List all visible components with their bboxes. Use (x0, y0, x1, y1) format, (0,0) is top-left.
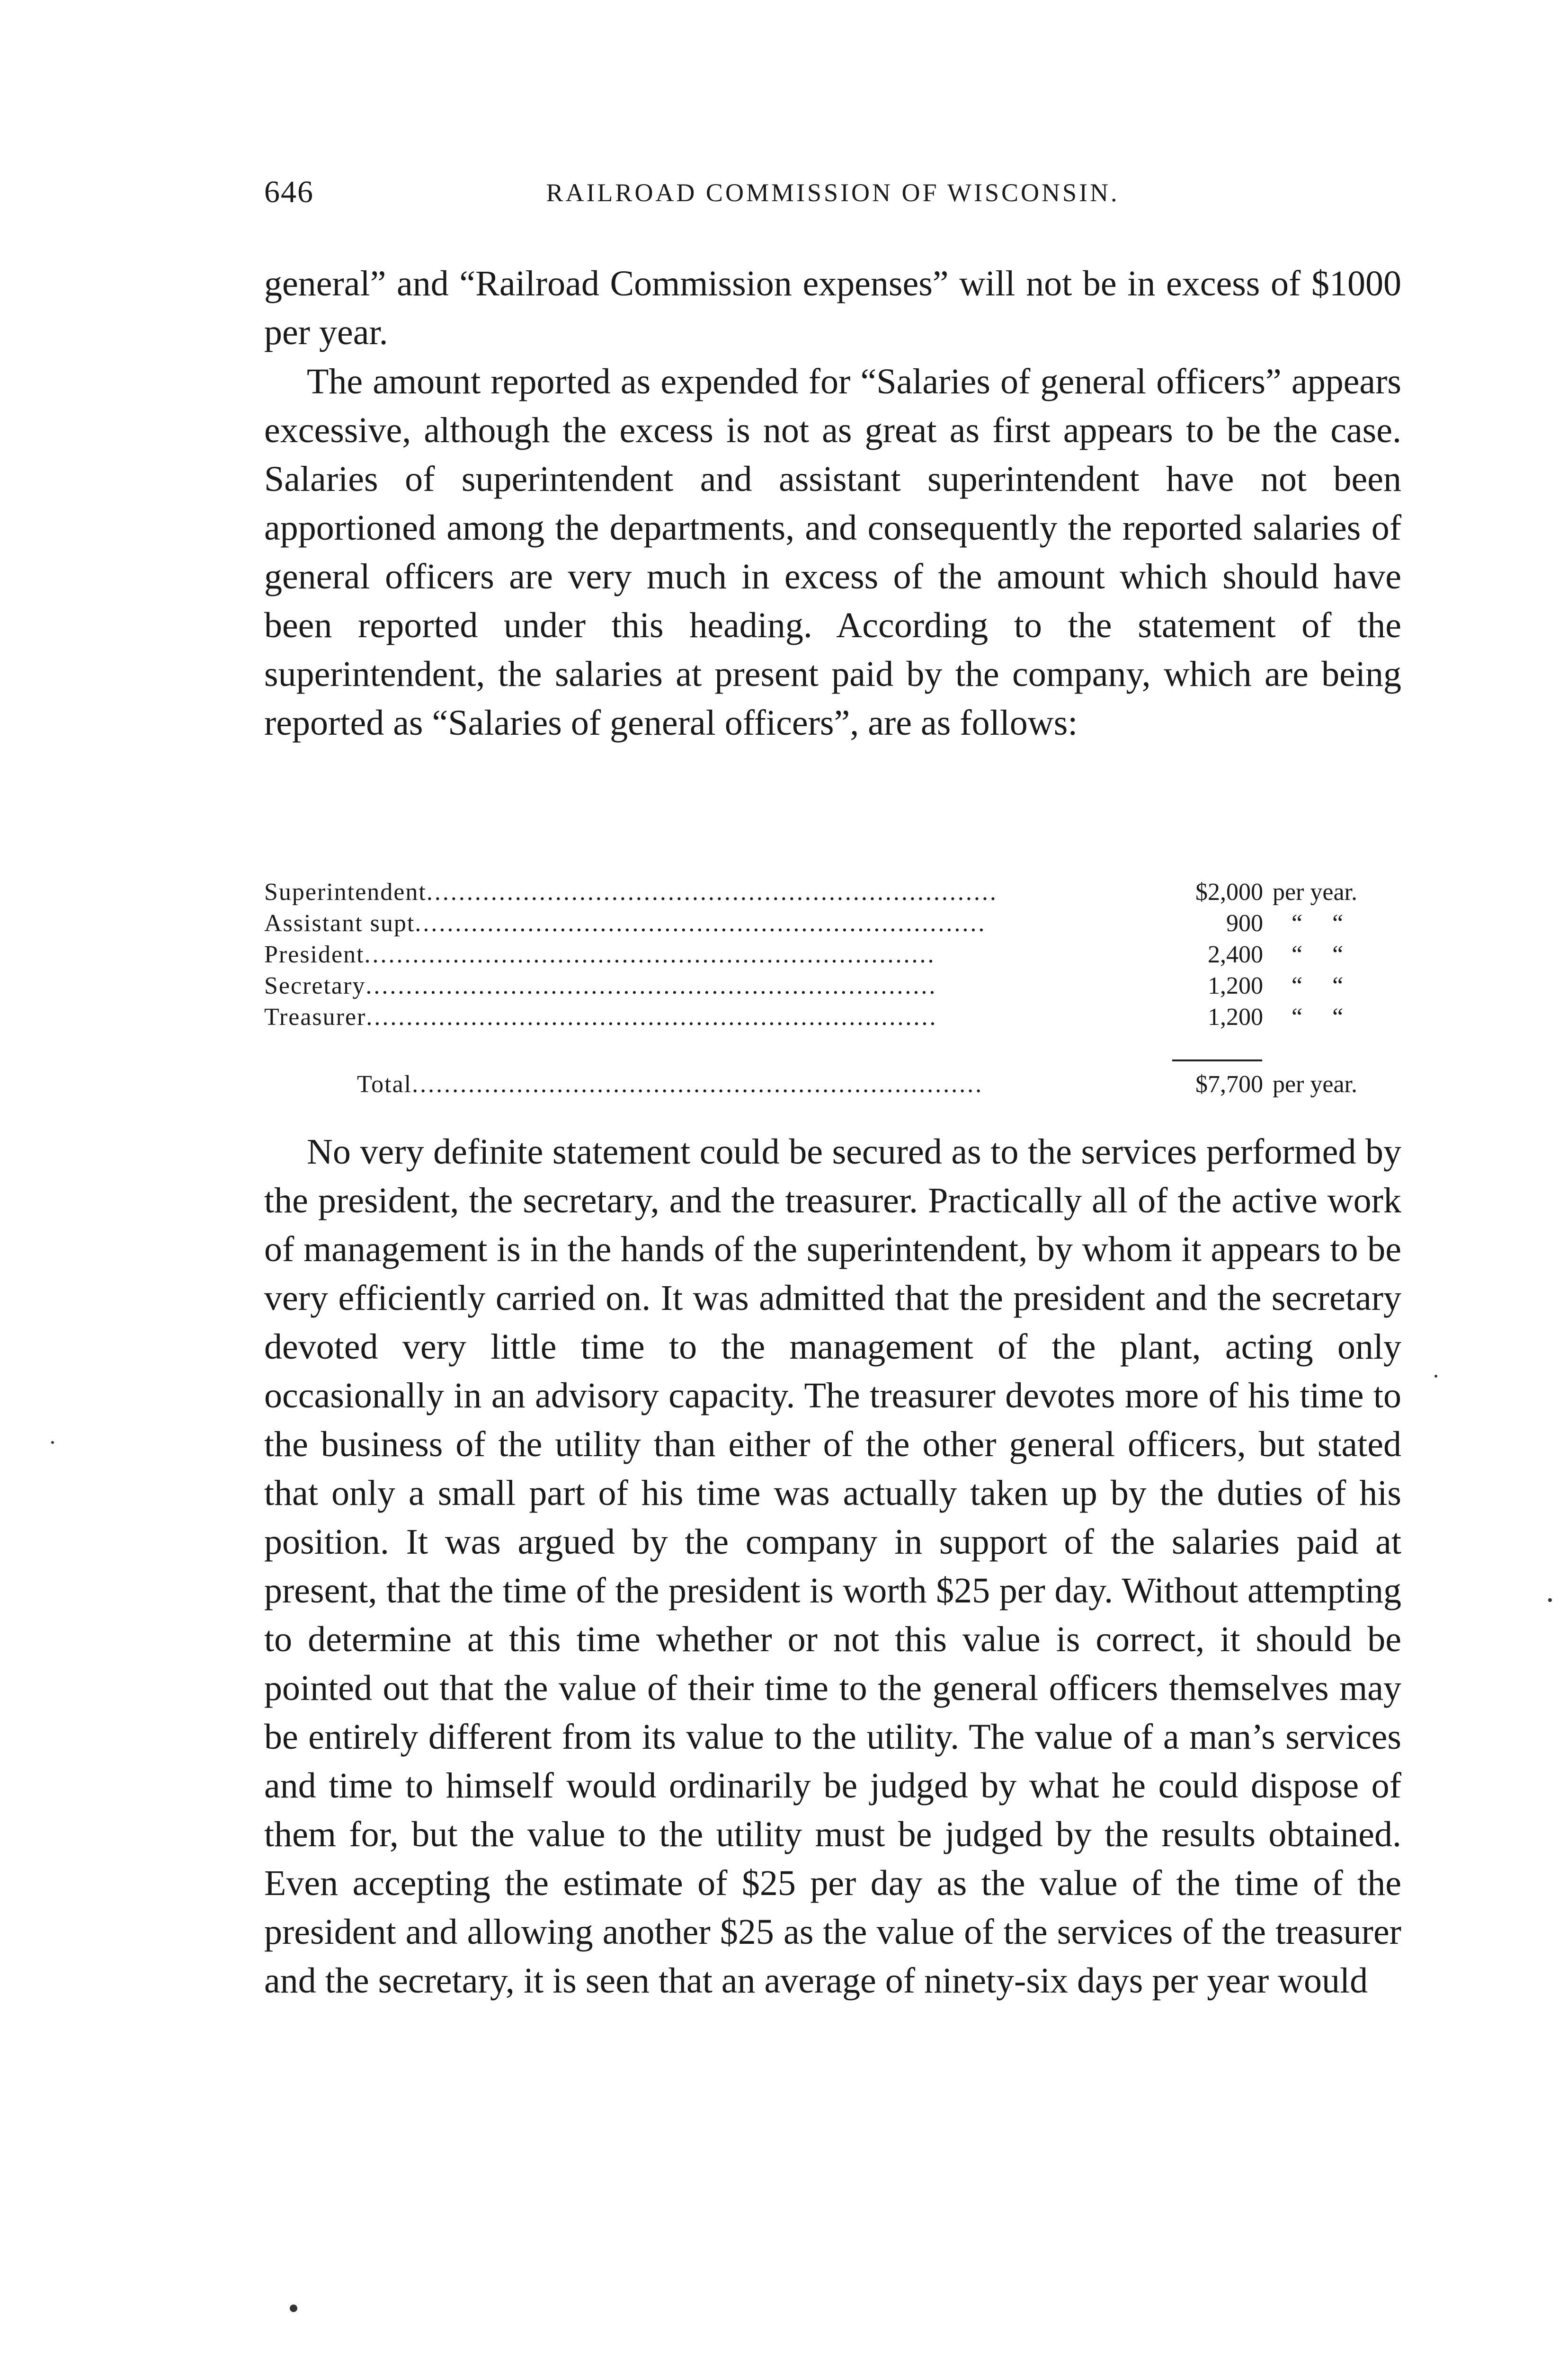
salary-label: Treasurer (264, 1004, 366, 1031)
salary-unit: “ “ (1292, 941, 1344, 968)
total-rule (1172, 1059, 1262, 1061)
dot-leader: ....................................................................... (364, 941, 936, 968)
salary-unit: “ “ (1292, 910, 1344, 937)
salary-amount: 1,200 (1208, 1004, 1263, 1031)
paragraph-3: No very definite statement could be secured as to the services performed by the president, the secretary, and the treasurer. Practically all of the active work of management is in the hands of the superintendent, by whom it appears to be very efficiently carried on. It was admitted that the president and the secretary devoted very little time to the management of the plant, acting only occasionally in an advisory capacity. The treasurer devotes more of his time to the business of the utility than either of the other general officers, but stated that only a small part of his time was actually taken up by the duties of his position. It was argued by the company in support of the salaries paid at present, that the time of the president is worth $25 per day. Without attempting to determine at this time whether or not this value is correct, it should be pointed out that the value of their time to the general officers themselves may be entirely different from its value to the utility. The value of a man’s services and time to himself would ordinarily be judged by what he could dispose of them for, but the value to the utility must be judged by the results obtained. Even accepting the estimate of $25 per day as the value of the time of the president and allowing another $25 as the value of the services of the treasurer and the secretary, it is seen that an average of ninety-six days per year would (264, 1132, 1401, 2001)
salary-table (264, 877, 1401, 1033)
salary-row (264, 970, 1401, 1002)
running-head: RAILROAD COMMISSION OF WISCONSIN. (546, 178, 1120, 207)
salary-label: Assistant supt (264, 910, 415, 937)
total-row (264, 1068, 1401, 1101)
paragraph-2: The amount reported as expended for “Salaries of general officers” appears excessive, although the excess is not as great as first appears to be the case. Salaries of superintendent and assistant superintendent have not been apportioned among the departments, and consequently the reported salaries of general officers are very much in excess of the amount which should have been reported under this heading. According to the statement of the superintendent, the salaries at present paid by the company, which are being reported as “Salaries of general officers”, are as follows: (264, 362, 1401, 743)
salary-row (264, 877, 1401, 908)
salary-row (264, 939, 1401, 970)
salary-label: President (264, 941, 365, 968)
salary-unit: “ “ (1292, 972, 1344, 999)
dot-leader: ....................................................................... (366, 1004, 938, 1031)
dot-leader: ....................................................................... (365, 972, 937, 999)
page-header (264, 174, 1401, 217)
scan-speck (1434, 1375, 1437, 1378)
page-number: 646 (264, 175, 314, 209)
salary-unit: “ “ (1292, 1004, 1344, 1031)
scan-speck (51, 1441, 54, 1444)
salary-amount: 2,400 (1208, 941, 1263, 968)
salary-label: Secretary (264, 972, 366, 999)
total-unit: per year. (1273, 1071, 1358, 1098)
salary-row (264, 1002, 1401, 1033)
dot-leader: ....................................................................... (415, 910, 987, 937)
salary-unit: per year. (1273, 879, 1358, 906)
scan-speck (290, 2305, 297, 2312)
salary-amount: $2,000 (1195, 879, 1263, 906)
dot-leader: ....................................................................... (412, 1071, 984, 1098)
salary-amount: 900 (1226, 910, 1263, 937)
dot-leader: ....................................................................... (426, 879, 998, 906)
total-amount: $7,700 (1195, 1071, 1263, 1098)
salary-label: Superintendent (264, 879, 427, 906)
total-label: Total (357, 1071, 412, 1098)
salary-row (264, 908, 1401, 939)
scan-speck (1548, 1598, 1552, 1602)
salary-amount: 1,200 (1208, 972, 1263, 999)
paragraph-1: general” and “Railroad Commission expenses” will not be in excess of $1000 per year. (264, 264, 1401, 352)
